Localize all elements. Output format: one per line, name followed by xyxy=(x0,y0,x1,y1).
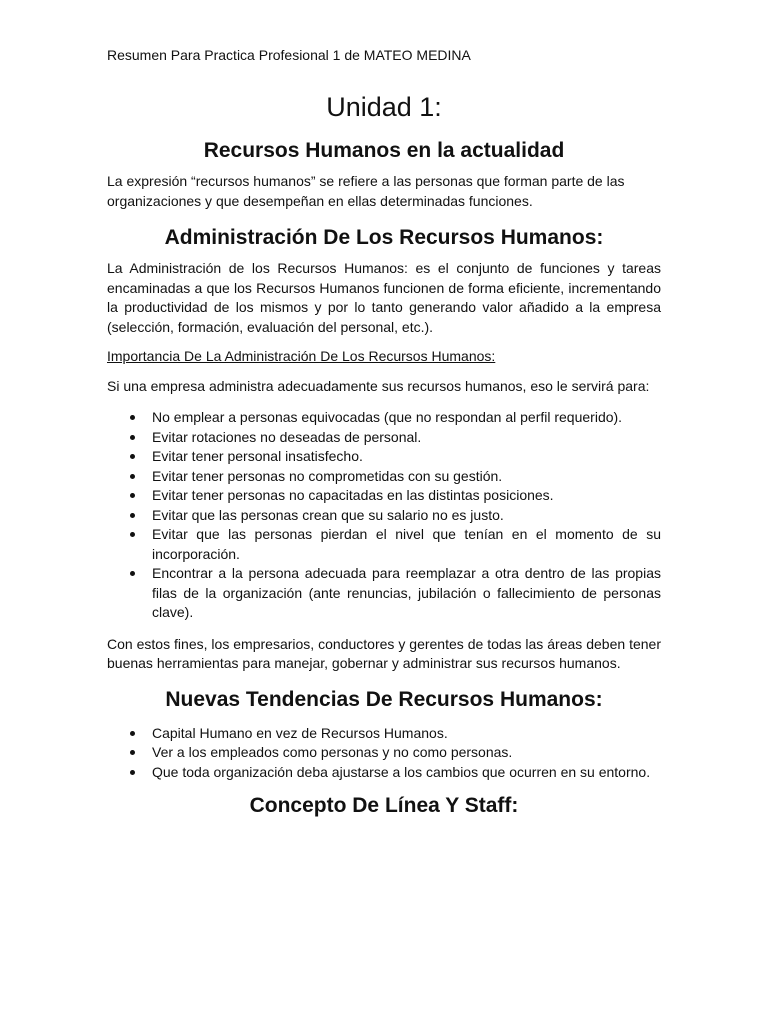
list-item: Ver a los empleados como personas y no como personas. xyxy=(107,743,661,763)
paragraph-importancia-intro: Si una empresa administra adecuadamente sus recursos humanos, eso le servirá para: xyxy=(107,377,650,394)
list-item: Evitar tener personas no capacitadas en las distintas posiciones. xyxy=(107,486,661,506)
paragraph-administracion-closing: Con estos fines, los empresarios, conductores y gerentes de todas las áreas deben tener buenas herramientas para manejar, gobernar y administrar sus recursos humanos. xyxy=(107,635,661,671)
heading-rrhh-actualidad: Recursos Humanos en la actualidad xyxy=(203,139,565,162)
heading-linea-staff: Concepto De Línea Y Staff: xyxy=(249,794,519,817)
paragraph-administracion-definition: La Administración de los Recursos Humanos: es el conjunto de funciones y tareas encaminadas a que los Recursos Humanos funcionen de forma eficiente, incrementando la productividad de los mismos y por lo tanto generando valor añadido a la empresa (selección, formación, evaluación del personal, etc.). xyxy=(107,260,661,335)
list-importancia xyxy=(107,408,661,623)
list-item: Evitar tener personal insatisfecho. xyxy=(107,447,661,467)
list-item: Evitar que las personas crean que su salario no es justo. xyxy=(107,506,661,526)
heading-tendencias: Nuevas Tendencias De Recursos Humanos: xyxy=(165,687,603,711)
list-item: Evitar tener personas no comprometidas con su gestión. xyxy=(107,467,661,487)
paragraph-rrhh-definition: La expresión “recursos humanos” se refiere a las personas que forman parte de las organizaciones y que desempeñan en ellas determinadas funciones. xyxy=(107,173,625,209)
list-tendencias xyxy=(107,724,661,783)
list-item: Evitar que las personas pierdan el nivel que tenían en el momento de su incorporación. xyxy=(107,525,661,564)
unit-title: Unidad 1: xyxy=(326,92,442,122)
list-item: Encontrar a la persona adecuada para reemplazar a otra dentro de las propias filas de la organización (ante renuncias, jubilación o fallecimiento de personas clave). xyxy=(107,564,661,623)
heading-administracion: Administración De Los Recursos Humanos: xyxy=(164,226,604,249)
list-item: Que toda organización deba ajustarse a los cambios que ocurren en su entorno. xyxy=(107,763,661,783)
list-item: Evitar rotaciones no deseadas de personal. xyxy=(107,428,661,448)
document-body xyxy=(107,137,661,820)
subheading-importancia: Importancia De La Administración De Los Recursos Humanos: xyxy=(107,348,496,364)
list-item: Capital Humano en vez de Recursos Humanos. xyxy=(107,724,661,744)
list-item: No emplear a personas equivocadas (que no respondan al perfil requerido). xyxy=(107,408,661,428)
document-header: Resumen Para Practica Profesional 1 de MATEO MEDINA xyxy=(107,47,471,63)
